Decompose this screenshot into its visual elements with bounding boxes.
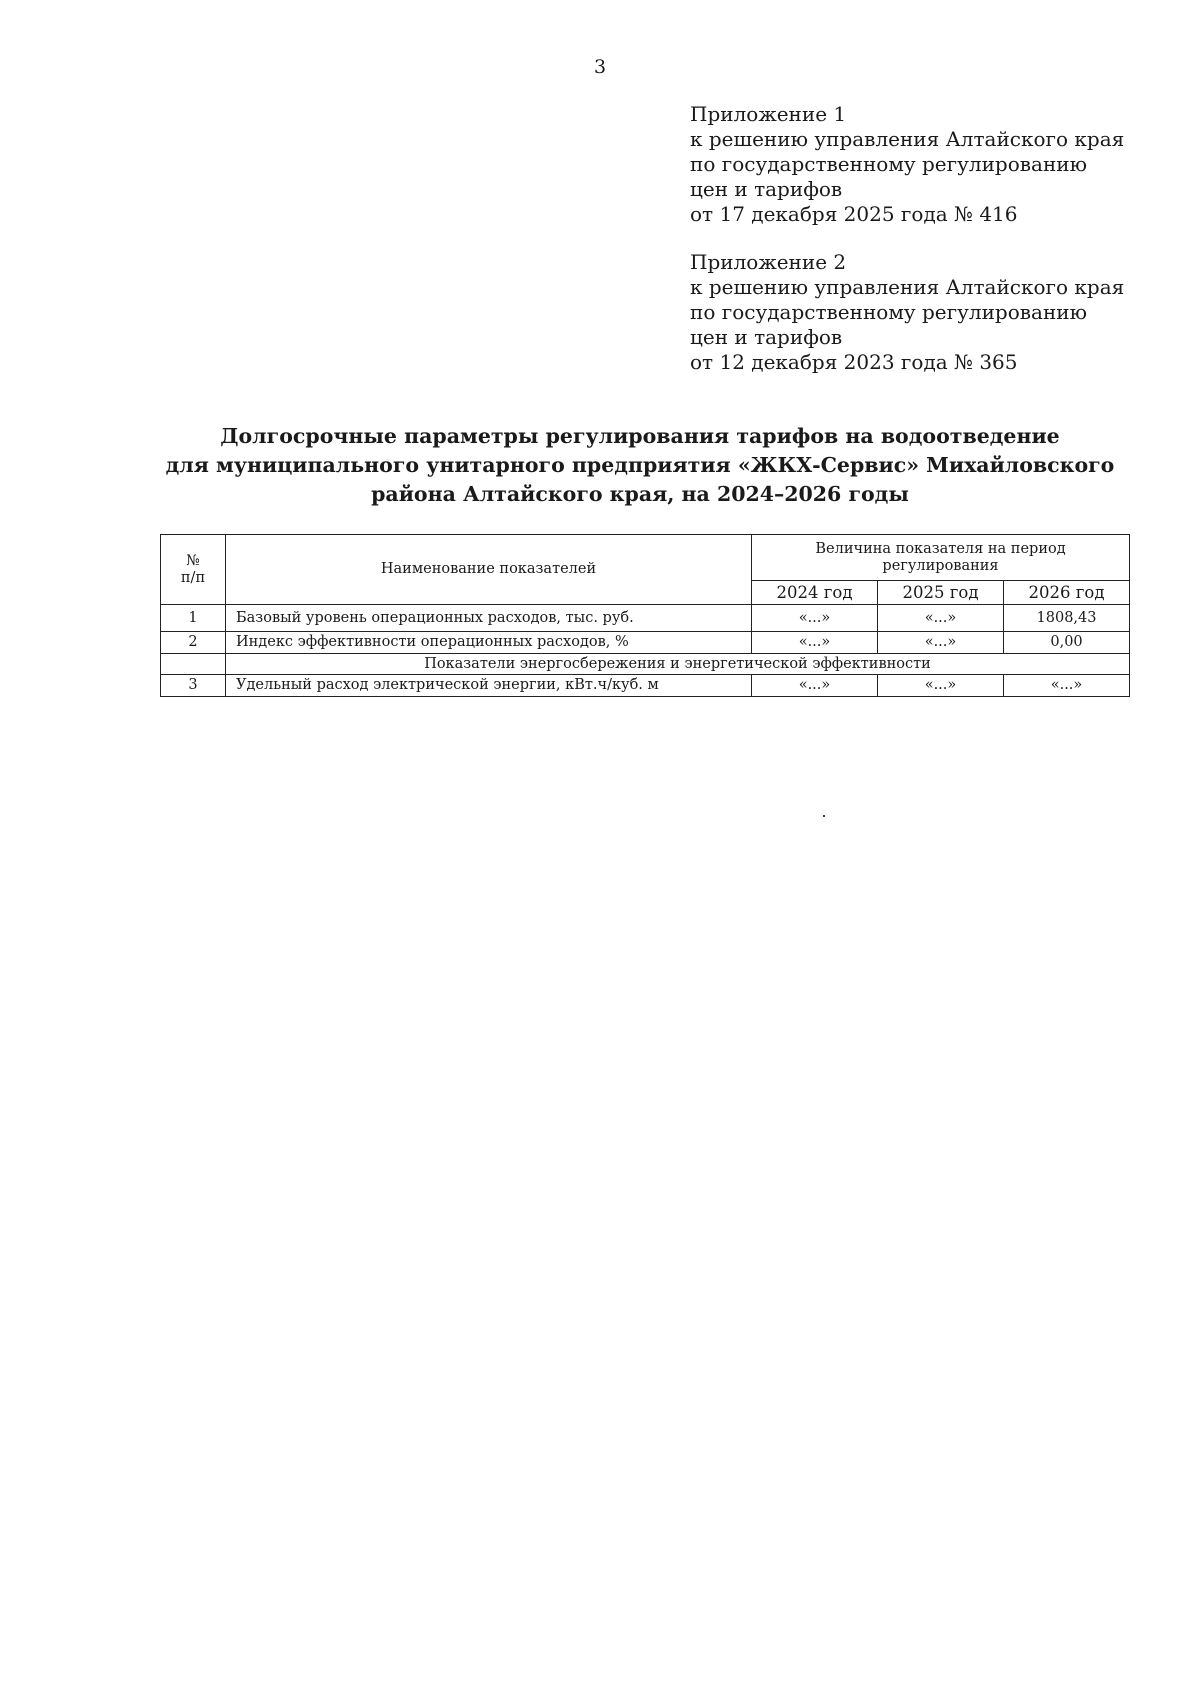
header-number-symbol: № bbox=[186, 552, 200, 569]
header-number-cell bbox=[161, 535, 226, 605]
section-title: Показатели энергосбережения и энергетической эффективности bbox=[226, 654, 1130, 675]
row-number: 2 bbox=[161, 632, 226, 654]
section-header-row bbox=[161, 654, 1130, 675]
scan-speck bbox=[823, 815, 825, 817]
table-row bbox=[161, 605, 1130, 632]
row-value-2024: «...» bbox=[752, 632, 878, 654]
appendix-2-line: от 12 декабря 2023 года № 365 bbox=[690, 350, 1018, 374]
header-number-label: п/п bbox=[180, 569, 206, 586]
row-value-2026: «...» bbox=[1004, 675, 1130, 697]
row-number: 1 bbox=[161, 605, 226, 632]
row-value-2025: «...» bbox=[878, 632, 1004, 654]
title-line: для муниципального унитарного предприятия «ЖКХ-Сервис» Михайловского bbox=[165, 453, 1115, 477]
title-line: Долгосрочные параметры регулирования тарифов на водоотведение bbox=[220, 424, 1060, 448]
appendix-1-block bbox=[690, 102, 1160, 227]
header-year-2026: 2026 год bbox=[1004, 581, 1130, 605]
row-name: Удельный расход электрической энергии, кВт.ч/куб. м bbox=[226, 675, 752, 697]
header-year-2024: 2024 год bbox=[752, 581, 878, 605]
appendix-1-line: Приложение 1 bbox=[690, 102, 847, 126]
row-value-2024: «...» bbox=[752, 605, 878, 632]
appendix-2-line: цен и тарифов bbox=[690, 325, 843, 349]
row-number: 3 bbox=[161, 675, 226, 697]
row-name: Базовый уровень операционных расходов, тыс. руб. bbox=[226, 605, 752, 632]
header-year-2025: 2025 год bbox=[878, 581, 1004, 605]
appendix-1-line: по государственному регулированию bbox=[690, 152, 1088, 176]
header-name-cell: Наименование показателей bbox=[226, 535, 752, 605]
table-row bbox=[161, 675, 1130, 697]
appendix-1-line: от 17 декабря 2025 года № 416 bbox=[690, 202, 1018, 226]
appendix-1-line: цен и тарифов bbox=[690, 177, 843, 201]
appendix-2-line: по государственному регулированию bbox=[690, 300, 1088, 324]
row-value-2026: 0,00 bbox=[1004, 632, 1130, 654]
page-number: 3 bbox=[593, 56, 607, 78]
title-line: района Алтайского края, на 2024–2026 годы bbox=[371, 482, 909, 506]
row-value-2025: «...» bbox=[878, 675, 1004, 697]
row-value-2025: «...» bbox=[878, 605, 1004, 632]
appendix-1-line: к решению управления Алтайского края bbox=[690, 127, 1125, 151]
row-value-2026: 1808,43 bbox=[1004, 605, 1130, 632]
section-empty-cell bbox=[161, 654, 226, 675]
appendix-2-line: к решению управления Алтайского края bbox=[690, 275, 1125, 299]
document-title bbox=[160, 422, 1120, 509]
appendix-2-block bbox=[690, 250, 1160, 375]
row-value-2024: «...» bbox=[752, 675, 878, 697]
row-name: Индекс эффективности операционных расходов, % bbox=[226, 632, 752, 654]
table-header-row bbox=[161, 535, 1130, 581]
table-row bbox=[161, 632, 1130, 654]
parameters-table bbox=[160, 534, 1130, 697]
appendix-2-line: Приложение 2 bbox=[690, 250, 847, 274]
header-period-cell: Величина показателя на период регулирования bbox=[752, 535, 1130, 581]
